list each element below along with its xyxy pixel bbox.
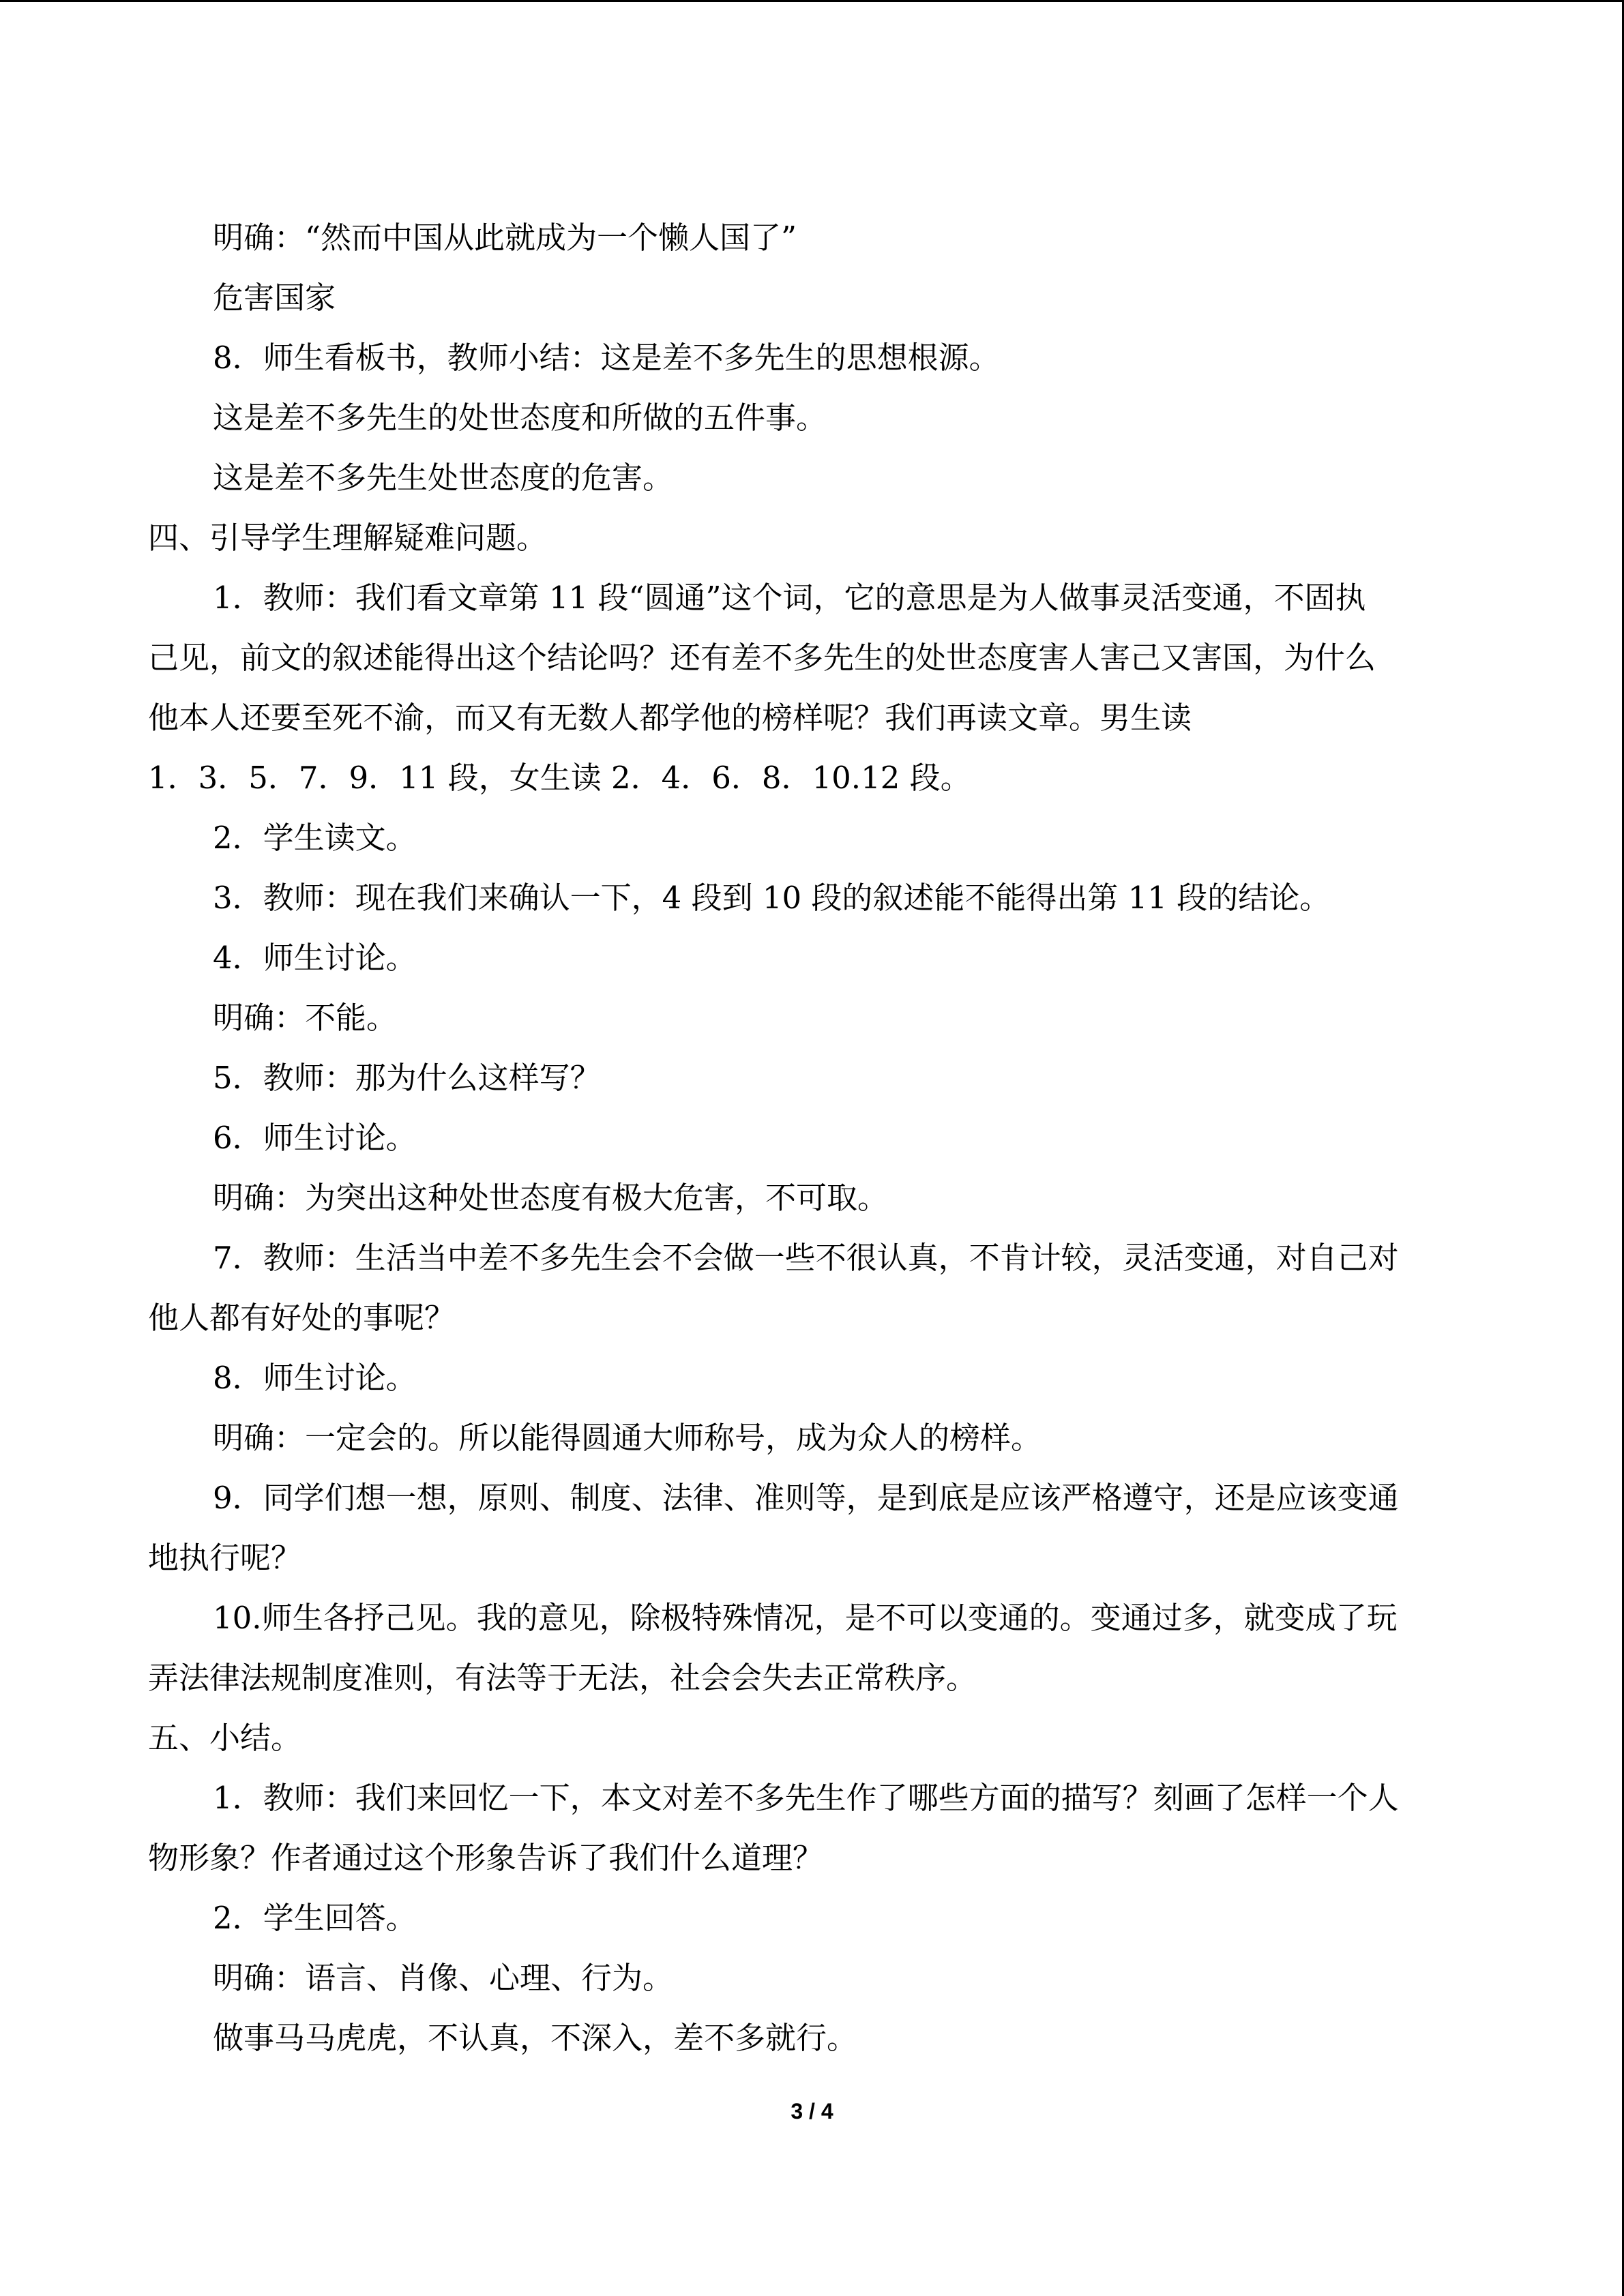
section-heading: 五、小结。: [148, 1720, 302, 1756]
text-line: 危害国家: [213, 280, 336, 316]
document-body: [148, 208, 1471, 2068]
text-line: 7．教师：生活当中差不多先生会不会做一些不很认真，不肯计较，灵活变通，对自己对: [213, 1240, 1399, 1276]
text-line: 2．学生读文。: [213, 820, 417, 856]
text-line: 10.师生各抒己见。我的意见，除极特殊情况，是不可以变通的。变通过多，就变成了玩: [213, 1600, 1398, 1636]
text-line: 8．师生看板书，教师小结：这是差不多先生的思想根源。: [213, 340, 1000, 376]
text-line: 1．教师：我们来回忆一下，本文对差不多先生作了哪些方面的描写？刻画了怎样一个人: [213, 1780, 1399, 1816]
text-line: 做事马马虎虎，不认真，不深入，差不多就行。: [213, 2020, 858, 2056]
text-line: 己见，前文的叙述能得出这个结论吗？还有差不多先生的处世态度害人害己又害国，为什么: [148, 640, 1376, 676]
text-line: 弄法律法规制度准则，有法等于无法，社会会失去正常秩序。: [148, 1660, 977, 1696]
text-line: 3．教师：现在我们来确认一下，4 段到 10 段的叙述能不能得出第 11 段的结论。: [213, 880, 1331, 916]
text-line: 他本人还要至死不渝，而又有无数人都学他的榜样呢？我们再读文章。男生读: [148, 700, 1192, 736]
text-line: 明确：语言、肖像、心理、行为。: [213, 1960, 674, 1996]
text-line: 明确：为突出这种处世态度有极大危害，不可取。: [213, 1180, 889, 1216]
text-line: 明确：不能。: [213, 1000, 398, 1036]
text-line: 明确：“然而中国从此就成为一个懒人国了”: [213, 220, 797, 256]
text-line: 9．同学们想一想，原则、制度、法律、准则等，是到底是应该严格遵守，还是应该变通: [213, 1480, 1399, 1516]
text-line: 4．师生讨论。: [213, 940, 417, 976]
section-heading: 四、引导学生理解疑难问题。: [148, 520, 548, 556]
text-line: 明确：一定会的。所以能得圆通大师称号，成为众人的榜样。: [213, 1420, 1042, 1456]
text-line: 地执行呢？: [148, 1540, 302, 1576]
text-line: 5．教师：那为什么这样写？: [213, 1060, 601, 1096]
text-line: 他人都有好处的事呢？: [148, 1300, 456, 1336]
text-line: 这是差不多先生处世态度的危害。: [213, 460, 674, 496]
text-line: 2．学生回答。: [213, 1900, 417, 1936]
text-line: 这是差不多先生的处世态度和所做的五件事。: [213, 400, 827, 436]
page-number: 3 / 4: [791, 2099, 833, 2123]
text-line: 物形象？作者通过这个形象告诉了我们什么道理？: [148, 1840, 824, 1876]
page-border-top: [0, 0, 1624, 2]
text-line: 6．师生讨论。: [213, 1120, 417, 1156]
text-line: 1．教师：我们看文章第 11 段“圆通”这个词，它的意思是为人做事灵活变通，不固执: [213, 580, 1366, 616]
text-line: 1．3．5．7．9．11 段，女生读 2．4．6．8．10.12 段。: [148, 760, 971, 796]
text-line: 8．师生讨论。: [213, 1360, 417, 1396]
